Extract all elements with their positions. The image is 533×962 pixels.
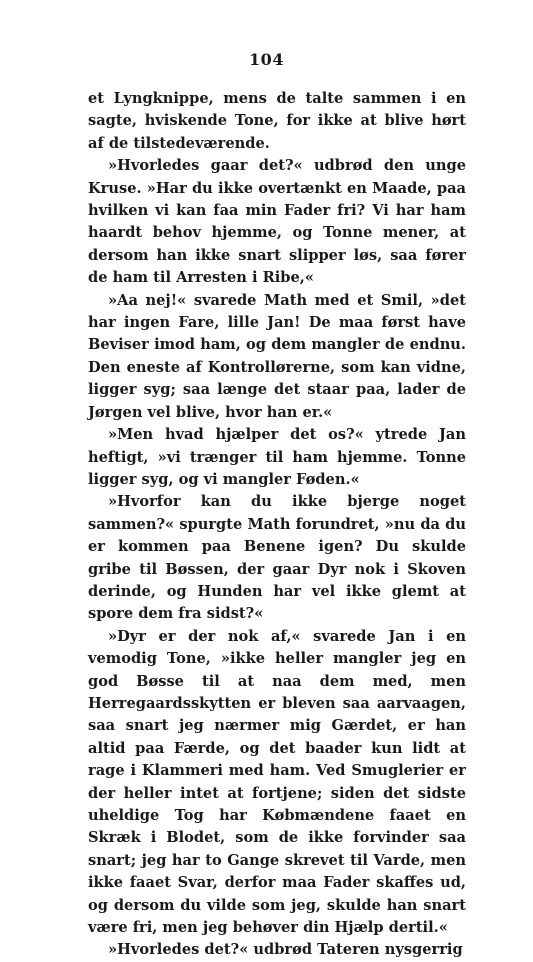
paragraph: »Aa nej!« svarede Math med et Smil, »det har ingen Fare, lille Jan! De maa først have Beviser imod ham, og dem mangler de endnu. Den eneste af Kontrollørerne, som kan vidne, ligger syg; saa længe det staar paa, lader de Jørgen vel blive, hvor han er.« — [88, 291, 466, 421]
paragraph: et Lyngknippe, mens de talte sammen i en sagte, hviskende Tone, for ikke at blive hørt af de tilstedeværende. — [88, 90, 466, 152]
paragraph: »Dyr er der nok af,« svarede Jan i en vemodig Tone, »ikke heller mangler jeg en god Bøsse til at naa dem med, men Herregaardsskytten er bleven saa aarvaagen, saa snart jeg nærmer mig Gærdet, er han altid paa Færde, og det baader kun lidt at rage i Klammeri med ham. Ved Smuglerier er der heller intet at fortjene; siden det sidste uheldige Tog har Købmændene faaet en Skræk i Blodet, som de ikke forvinder saa snart; jeg har to Gange skrevet til Varde, men ikke faaet Svar, derfor maa Fader skaffes ud, og dersom du vilde som jeg, skulde han snart være fri, men jeg behøver din Hjælp dertil.« — [88, 627, 466, 937]
paragraph: »Men hvad hjælper det os?« ytrede Jan heftigt, »vi trænger til ham hjemme. Tonne ligger syg, og vi mangler Føden.« — [88, 426, 466, 488]
page-number: 104 — [249, 50, 284, 69]
body-text — [88, 88, 466, 962]
paragraph: »Hvorfor kan du ikke bjerge noget sammen?« spurgte Math forundret, »nu da du er kommen paa Benene igen? Du skulde gribe til Bøssen, der gaar Dyr nok i Skoven derinde, og Hunden har vel ikke glemt at spore dem fra sidst?« — [88, 493, 466, 623]
paragraph: »Hvorledes det?« udbrød Tateren nysgerrig — [108, 941, 463, 959]
paragraph: »Hvorledes gaar det?« udbrød den unge Kruse. »Har du ikke overtænkt en Maade, paa hvilken vi kan faa min Fader fri? Vi har ham haardt behov hjemme, og Tonne mener, at dersom han ikke snart slipper løs, saa fører de ham til Arresten i Ribe,« — [88, 157, 466, 287]
